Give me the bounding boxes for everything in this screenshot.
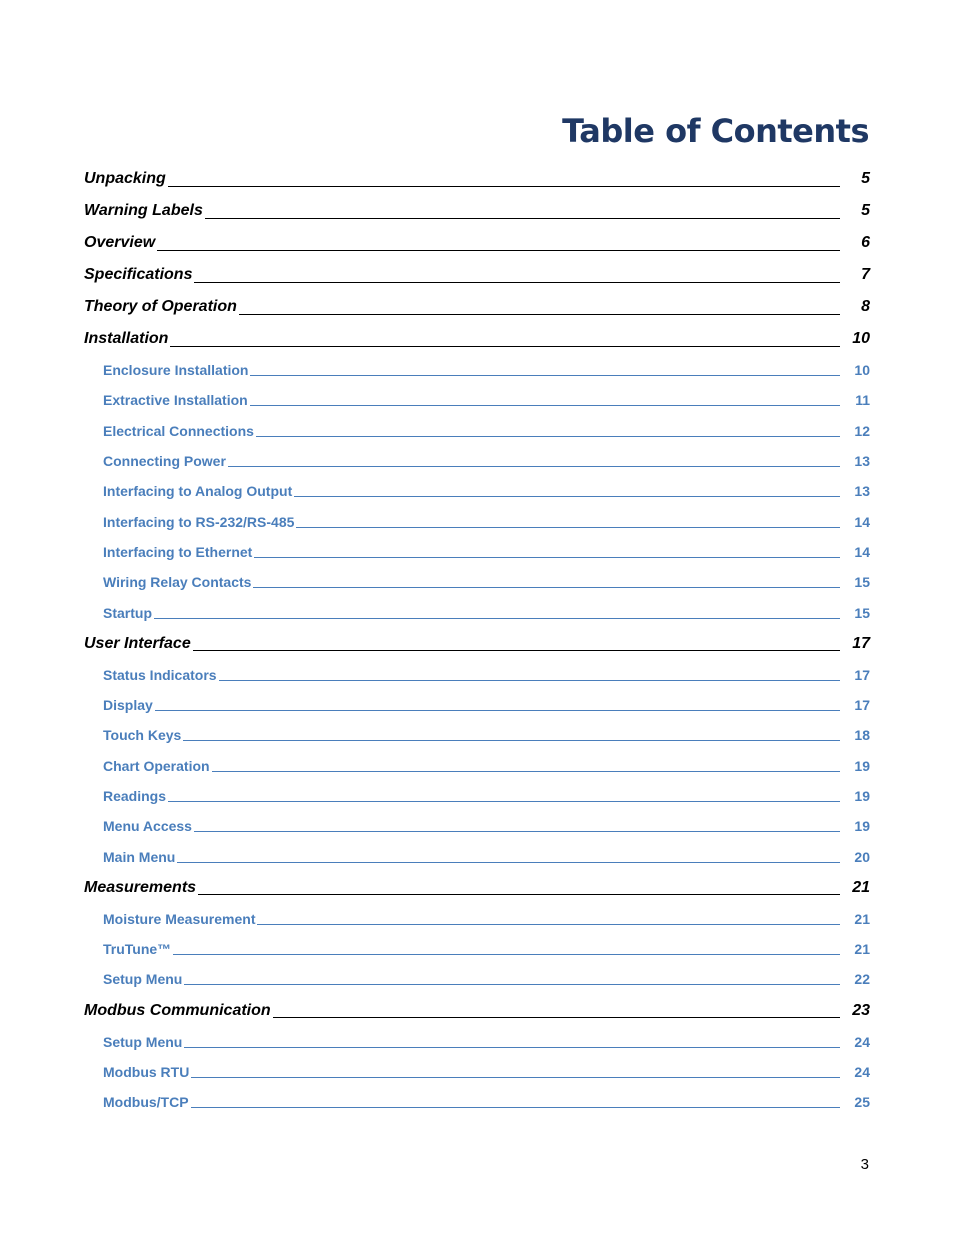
toc-entry[interactable]	[84, 323, 870, 355]
toc-entry-label: Moisture Measurement	[103, 910, 256, 927]
toc-entry-label: Unpacking	[84, 170, 166, 187]
toc-entry-page: 19	[854, 818, 870, 835]
toc-entry-page: 7	[861, 266, 870, 283]
toc-entry-label: Readings	[103, 788, 167, 804]
dot-leader	[239, 314, 840, 315]
toc-subentry[interactable]	[84, 355, 870, 385]
dot-leader	[193, 650, 840, 651]
toc-entry[interactable]	[84, 227, 870, 259]
toc-entry-page: 21	[854, 910, 870, 927]
dot-leader	[184, 984, 840, 985]
toc-entry-page: 10	[852, 330, 870, 347]
toc-entry-label: Status Indicators	[103, 666, 217, 683]
toc-entry-label: Interfacing to Analog Output	[103, 483, 293, 500]
toc-subentry[interactable]	[84, 811, 870, 841]
toc-entry-page: 13	[854, 453, 870, 470]
toc-entry-label: Electrical Connections	[103, 422, 254, 439]
toc-entry-label: Startup	[103, 604, 152, 621]
toc-entry-label: Installation	[84, 330, 169, 347]
page-number: 3	[860, 1156, 869, 1173]
toc-subentry[interactable]	[84, 506, 870, 536]
dot-leader	[228, 466, 840, 467]
toc-entry-page: 25	[854, 1094, 870, 1111]
toc-subentry[interactable]	[84, 446, 870, 476]
toc-entry-label: Measurements	[84, 878, 197, 896]
page-title: Table of Contents	[562, 112, 869, 150]
toc-subentry[interactable]	[84, 690, 870, 720]
toc-entry-page: 8	[861, 298, 870, 315]
toc-subentry[interactable]	[84, 476, 870, 506]
toc-entry-label: Chart Operation	[103, 757, 210, 774]
toc-entry-page: 15	[854, 574, 870, 591]
toc-entry[interactable]	[84, 163, 870, 195]
toc-entry-page: 17	[854, 697, 870, 714]
dot-leader	[157, 250, 840, 251]
dot-leader	[257, 924, 840, 925]
toc-subentry[interactable]	[84, 537, 870, 567]
dot-leader	[273, 1017, 840, 1018]
dot-leader	[253, 587, 840, 588]
toc-entry-label: User Interface	[84, 634, 191, 652]
toc-subentry[interactable]	[84, 964, 870, 994]
toc-entry-label: Specifications	[84, 266, 193, 283]
toc-subentry[interactable]	[84, 597, 870, 627]
toc-entry-page: 17	[854, 666, 870, 683]
toc-entry[interactable]	[84, 995, 870, 1027]
toc-subentry[interactable]	[84, 385, 870, 415]
dot-leader	[205, 218, 840, 219]
toc-subentry[interactable]	[84, 720, 870, 750]
toc-entry-label: Interfacing to RS-232/RS-485	[103, 513, 295, 530]
toc-entry-page: 17	[852, 634, 870, 652]
toc-subentry[interactable]	[84, 660, 870, 690]
toc-entry-label: TruTune™	[103, 941, 172, 958]
dot-leader	[191, 1077, 840, 1078]
toc-subentry[interactable]	[84, 1087, 870, 1117]
toc-entry-label: Modbus/TCP	[103, 1094, 189, 1111]
dot-leader	[254, 557, 840, 558]
toc-subentry[interactable]	[84, 1057, 870, 1087]
toc-entry-page: 21	[852, 878, 870, 896]
toc-entry-label: Overview	[84, 234, 156, 251]
toc-entry-label: Modbus Communication	[84, 1001, 271, 1019]
toc-subentry[interactable]	[84, 904, 870, 934]
dot-leader	[219, 680, 840, 681]
toc-entry-label: Display	[103, 697, 153, 714]
dot-leader	[183, 740, 840, 741]
toc-entry-label: Warning Labels	[84, 202, 203, 219]
toc-entry-label: Setup Menu	[103, 971, 183, 988]
toc-entry[interactable]	[84, 628, 870, 660]
toc-entry[interactable]	[84, 195, 870, 227]
toc-subentry[interactable]	[84, 841, 870, 871]
toc-entry-page: 11	[855, 392, 870, 409]
dot-leader	[296, 527, 840, 528]
toc-entry-page: 20	[854, 848, 870, 865]
dot-leader	[173, 954, 840, 955]
toc-entry-label: Theory of Operation	[84, 298, 237, 315]
dot-leader	[250, 375, 840, 376]
dot-leader	[194, 831, 840, 832]
toc-entry-page: 13	[854, 483, 870, 500]
toc-entry-page: 12	[854, 422, 870, 439]
toc-subentry[interactable]	[84, 751, 870, 781]
toc-entry-label: Menu Access	[103, 818, 192, 835]
table-of-contents	[84, 163, 870, 1118]
toc-subentry[interactable]	[84, 1027, 870, 1057]
dot-leader	[155, 710, 840, 711]
toc-entry-page: 14	[854, 543, 870, 560]
toc-entry[interactable]	[84, 259, 870, 291]
toc-entry-page: 10	[854, 362, 870, 379]
toc-entry-label: Main Menu	[103, 848, 176, 865]
toc-entry-page: 22	[854, 971, 870, 988]
toc-entry-page: 19	[854, 788, 870, 804]
dot-leader	[191, 1107, 840, 1108]
dot-leader	[212, 771, 840, 772]
toc-entry-page: 18	[854, 727, 870, 744]
toc-entry-label: Interfacing to Ethernet	[103, 543, 253, 560]
toc-entry-page: 23	[852, 1001, 870, 1019]
dot-leader	[294, 496, 840, 497]
toc-entry[interactable]	[84, 291, 870, 323]
toc-entry-page: 21	[854, 941, 870, 958]
toc-entry-page: 15	[854, 604, 870, 621]
toc-entry-page: 14	[854, 513, 870, 530]
toc-entry-page: 5	[861, 202, 870, 219]
dot-leader	[184, 1047, 840, 1048]
toc-entry-label: Extractive Installation	[103, 392, 248, 409]
dot-leader	[250, 405, 840, 406]
toc-entry-page: 24	[854, 1064, 870, 1081]
dot-leader	[168, 186, 840, 187]
toc-entry-page: 19	[854, 757, 870, 774]
dot-leader	[256, 436, 840, 437]
toc-subentry[interactable]	[84, 781, 870, 811]
toc-entry-label: Wiring Relay Contacts	[103, 574, 252, 591]
dot-leader	[154, 618, 840, 619]
toc-entry-page: 6	[861, 234, 870, 251]
toc-subentry[interactable]	[84, 567, 870, 597]
toc-entry[interactable]	[84, 872, 870, 904]
dot-leader	[177, 862, 840, 863]
toc-entry-label: Connecting Power	[103, 453, 226, 470]
dot-leader	[194, 282, 840, 283]
toc-entry-label: Setup Menu	[103, 1033, 183, 1050]
toc-entry-page: 5	[861, 170, 870, 187]
dot-leader	[198, 894, 840, 895]
toc-subentry[interactable]	[84, 934, 870, 964]
toc-entry-label: Modbus RTU	[103, 1064, 190, 1081]
toc-entry-page: 24	[854, 1033, 870, 1050]
toc-subentry[interactable]	[84, 416, 870, 446]
dot-leader	[170, 346, 840, 347]
toc-entry-label: Touch Keys	[103, 727, 182, 744]
dot-leader	[168, 801, 840, 802]
toc-entry-label: Enclosure Installation	[103, 362, 249, 379]
